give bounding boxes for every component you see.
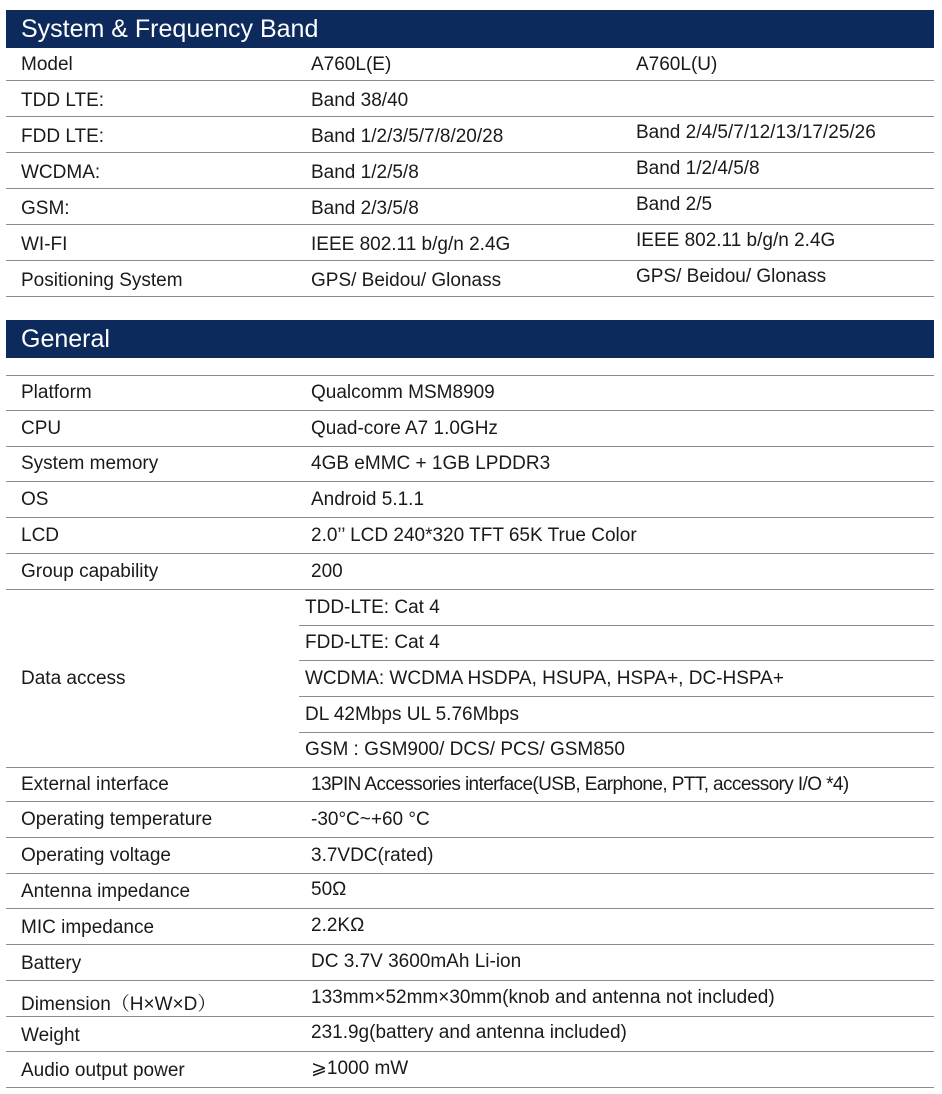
spec-value-u: Band 1/2/4/5/8 [636, 158, 760, 179]
spec-label: CPU [21, 418, 62, 439]
spec-value: ⩾1000 mW [311, 1058, 409, 1079]
spec-row-platform [6, 376, 934, 411]
spec-row-group-capability [6, 554, 934, 590]
spec-row-model [6, 48, 934, 81]
spec-value: Quad-core A7 1.0GHz [311, 418, 498, 439]
spec-value: DC 3.7V 3600mAh Li-ion [311, 951, 522, 972]
spec-row-positioning [6, 261, 934, 297]
spec-row-fdd-lte [6, 117, 934, 153]
spec-value-u: A760L(U) [636, 54, 718, 75]
spec-label: Platform [21, 382, 92, 403]
spec-value-u: IEEE 802.11 b/g/n 2.4G [636, 230, 836, 251]
spec-value-e: GPS/ Beidou/ Glonass [311, 270, 502, 291]
spec-value: 4GB eMMC + 1GB LPDDR3 [311, 453, 551, 474]
spec-row-external-interface [6, 768, 934, 802]
data-access-line [299, 590, 934, 626]
spec-label: Dimension（H×W×D） [21, 994, 217, 1015]
spec-row-battery [6, 945, 934, 981]
spec-row-wifi [6, 225, 934, 261]
spec-value: WCDMA: WCDMA HSDPA, HSUPA, HSPA+, DC-HSPA+ [305, 668, 784, 689]
spec-value: TDD-LTE: Cat 4 [305, 597, 440, 618]
spec-row-os [6, 482, 934, 518]
spec-row-mic-impedance [6, 909, 934, 945]
spec-label: Antenna impedance [21, 881, 191, 902]
data-access-line [299, 626, 934, 661]
spec-value-e: IEEE 802.11 b/g/n 2.4G [311, 234, 511, 255]
spec-value: 231.9g(battery and antenna included) [311, 1022, 627, 1043]
spec-row-dimension [6, 981, 934, 1017]
spec-value-u: Band 2/5 [636, 194, 713, 215]
spec-row-cpu [6, 411, 934, 447]
spec-value: 13PIN Accessories interface(USB, Earphone, PTT, accessory I/O *4) [311, 774, 849, 795]
spec-value: 3.7VDC(rated) [311, 845, 434, 866]
spec-row-weight [6, 1017, 934, 1052]
spec-value: 50Ω [311, 879, 347, 900]
spec-value-u: Band 2/4/5/7/12/13/17/25/26 [636, 122, 876, 143]
spec-row-lcd [6, 518, 934, 554]
spec-value: DL 42Mbps UL 5.76Mbps [305, 704, 520, 725]
spec-label: FDD LTE: [21, 126, 105, 147]
data-access-line [299, 697, 934, 733]
section-header-general: General [6, 320, 934, 358]
spec-value: FDD-LTE: Cat 4 [305, 632, 440, 653]
spec-label: Battery [21, 953, 82, 974]
spec-label: MIC impedance [21, 917, 155, 938]
spec-label: Group capability [21, 561, 159, 582]
spec-value-e: Band 2/3/5/8 [311, 198, 419, 219]
section-header-system-frequency: System & Frequency Band [6, 10, 934, 48]
spec-label: LCD [21, 525, 60, 546]
spec-value-e: Band 1/2/3/5/7/8/20/28 [311, 126, 504, 147]
spec-value: GSM : GSM900/ DCS/ PCS/ GSM850 [305, 739, 625, 760]
spec-label: Data access [21, 668, 126, 689]
spec-label: Audio output power [21, 1060, 185, 1081]
data-access-line [299, 661, 934, 697]
spec-label: Weight [21, 1025, 80, 1046]
spec-value: 2.0’’ LCD 240*320 TFT 65K True Color [311, 525, 637, 546]
spec-row-operating-voltage [6, 838, 934, 874]
spec-value: 200 [311, 561, 343, 582]
spec-value-u: GPS/ Beidou/ Glonass [636, 266, 827, 287]
spec-value: -30°C~+60 °C [311, 809, 430, 830]
spec-row-antenna-impedance [6, 874, 934, 909]
spec-label: OS [21, 489, 49, 510]
spec-value-e: Band 1/2/5/8 [311, 162, 419, 183]
spec-value: Android 5.1.1 [311, 489, 425, 510]
spec-row-tdd-lte [6, 81, 934, 117]
spec-label: External interface [21, 774, 169, 795]
spec-label: System memory [21, 453, 159, 474]
spec-label: GSM: [21, 198, 70, 219]
spec-row-gsm [6, 189, 934, 225]
spec-value: 133mm×52mm×30mm(knob and antenna not included) [311, 987, 775, 1008]
spec-label: TDD LTE: [21, 90, 105, 111]
spec-value: Qualcomm MSM8909 [311, 382, 495, 403]
spec-label: WCDMA: [21, 162, 101, 183]
spec-row-audio-output-power [6, 1052, 934, 1088]
spec-value-e: A760L(E) [311, 54, 392, 75]
spec-value-e: Band 38/40 [311, 90, 409, 111]
spec-value: 2.2KΩ [311, 915, 365, 936]
spec-row-system-memory [6, 447, 934, 482]
spec-row-operating-temperature [6, 802, 934, 838]
spec-label: Operating voltage [21, 845, 171, 866]
data-access-line [299, 733, 934, 768]
spec-label: WI-FI [21, 234, 68, 255]
spec-label: Positioning System [21, 270, 183, 291]
spec-label: Operating temperature [21, 809, 213, 830]
spec-label: Model [21, 54, 73, 75]
spec-row-wcdma [6, 153, 934, 189]
